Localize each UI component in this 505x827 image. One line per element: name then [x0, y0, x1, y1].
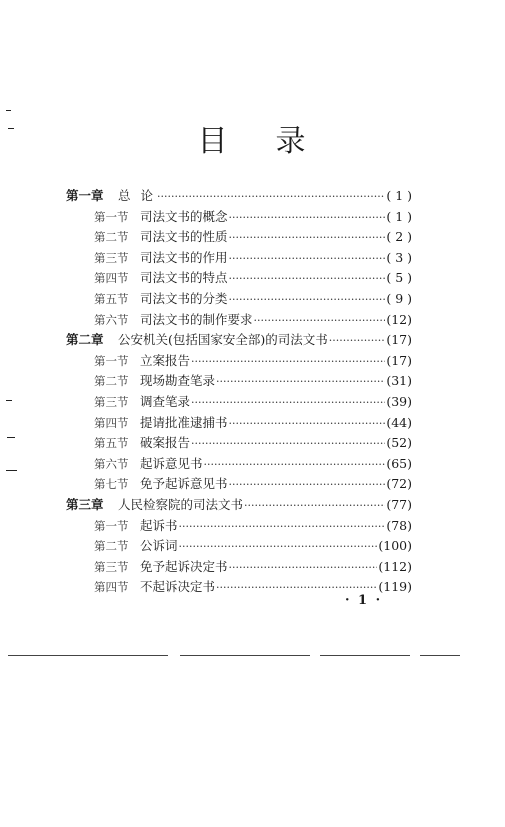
section-number: 第三节: [94, 395, 129, 409]
section-number: 第四节: [94, 580, 129, 595]
chapter-title: 人民检察院的司法文书: [118, 497, 244, 512]
dot-leader: [229, 211, 386, 224]
page-reference: (72): [386, 476, 412, 492]
dot-leader: [179, 540, 378, 553]
page-reference: (31): [386, 373, 412, 389]
page-reference: (119): [378, 579, 412, 595]
dot-leader: [191, 396, 385, 409]
section-title: 现场勘查笔录: [140, 373, 216, 389]
dot-leader: [229, 478, 386, 491]
chapter-number: 第二章: [66, 332, 104, 348]
toc-section-row: [94, 268, 412, 288]
chapter-title: 总 论: [118, 188, 156, 203]
toc-section-row: [94, 351, 412, 371]
toc-section-row: [94, 433, 412, 453]
page-reference: (17): [386, 352, 412, 368]
chapter-title: 公安机关(包括国家安全部)的司法文书: [118, 332, 328, 348]
section-title: 免予起诉决定书: [140, 558, 228, 574]
dot-leader: [229, 417, 386, 430]
title-char-1: 目: [197, 124, 230, 159]
section-title: 免予起诉意见书: [140, 476, 228, 492]
toc-section-row: [94, 454, 412, 474]
page-reference: (112): [378, 558, 412, 574]
dot-leader: [157, 190, 385, 203]
section-title: 司法文书的分类: [140, 291, 228, 306]
toc-section-row: [94, 392, 412, 412]
section-title: 司法文书的制作要求: [140, 311, 253, 327]
section-title: 立案报告: [140, 352, 191, 368]
section-number: 第一节: [94, 518, 129, 533]
page-reference: ( 1 ): [386, 208, 412, 224]
section-number: 第七节: [94, 477, 129, 492]
toc-section-row: [94, 371, 412, 391]
page-reference: ( 9 ): [386, 291, 412, 306]
section-title: 司法文书的概念: [140, 208, 228, 224]
page-reference: (65): [386, 455, 412, 471]
page-reference: (52): [386, 435, 412, 451]
toc-section-row: [94, 227, 412, 247]
section-title: 公诉词: [140, 538, 178, 554]
dot-leader: [191, 355, 385, 368]
page-reference: ( 2 ): [386, 229, 412, 245]
scan-edge-line: [180, 655, 310, 656]
dot-leader: [229, 252, 386, 265]
scan-edge-line: [8, 655, 168, 656]
section-title: 司法文书的性质: [140, 229, 228, 245]
dot-leader: [229, 272, 386, 285]
toc-section-row: [94, 413, 412, 433]
section-number: 第五节: [94, 436, 129, 451]
scan-edge-line: [320, 655, 410, 656]
scan-mark: [7, 437, 15, 438]
page-reference: (78): [386, 517, 412, 533]
toc-chapter-row: [66, 330, 412, 350]
dot-leader: [216, 375, 385, 388]
section-number: 第六节: [94, 312, 129, 327]
section-number: 第五节: [94, 292, 129, 306]
section-number: 第四节: [94, 415, 129, 430]
section-number: 第三节: [94, 250, 129, 265]
section-number: 第二节: [94, 374, 129, 389]
section-title: 司法文书的作用: [140, 249, 228, 265]
section-title: 调查笔录: [140, 394, 191, 409]
dot-leader: [191, 437, 385, 450]
dot-leader: [179, 520, 386, 533]
toc-section-row: [94, 536, 412, 556]
toc-chapter-row: [66, 495, 412, 515]
section-number: 第一节: [94, 209, 129, 224]
footer-page-number: · 1 ·: [345, 593, 383, 608]
toc-section-row: [94, 248, 412, 268]
page-reference: ( 3 ): [386, 249, 412, 265]
toc-section-row: [94, 474, 412, 494]
page-title: [0, 116, 505, 160]
chapter-number: 第一章: [66, 188, 104, 203]
scan-mark: [6, 110, 11, 111]
toc-section-row: [94, 310, 412, 330]
section-title: 不起诉决定书: [140, 579, 216, 595]
section-title: 司法文书的特点: [140, 270, 228, 286]
toc-chapter-row: [66, 186, 412, 206]
scan-mark: [6, 400, 12, 401]
section-number: 第二节: [94, 230, 129, 245]
toc-section-row: [94, 557, 412, 577]
dot-leader: [204, 458, 386, 471]
page-reference: (12): [386, 311, 412, 327]
section-title: 起诉意见书: [140, 455, 203, 471]
toc-section-row: [94, 207, 412, 227]
page-reference: (17): [386, 332, 412, 348]
page-reference: (100): [378, 538, 412, 554]
dot-leader: [254, 314, 386, 327]
dot-leader: [229, 561, 378, 574]
section-title: 破案报告: [140, 435, 191, 451]
section-number: 第六节: [94, 456, 129, 471]
dot-leader: [229, 231, 386, 244]
section-number: 第四节: [94, 271, 129, 286]
section-title: 提请批准逮捕书: [140, 414, 228, 430]
section-title: 起诉书: [140, 517, 178, 533]
toc-section-row: [94, 289, 412, 309]
section-number: 第三节: [94, 559, 129, 574]
dot-leader: [244, 499, 385, 512]
page-reference: (44): [386, 414, 412, 430]
section-number: 第一节: [94, 353, 129, 368]
scan-edge-line: [420, 655, 460, 656]
page-reference: (77): [386, 497, 412, 512]
title-char-2: 录: [275, 124, 308, 159]
chapter-number: 第三章: [66, 497, 104, 512]
dot-leader: [329, 334, 386, 347]
scan-mark: [6, 470, 17, 471]
page-reference: (39): [386, 394, 412, 409]
page-reference: ( 1 ): [386, 188, 412, 203]
section-number: 第二节: [94, 539, 129, 554]
dot-leader: [229, 293, 386, 306]
toc-section-row: [94, 516, 412, 536]
page-reference: ( 5 ): [386, 270, 412, 286]
